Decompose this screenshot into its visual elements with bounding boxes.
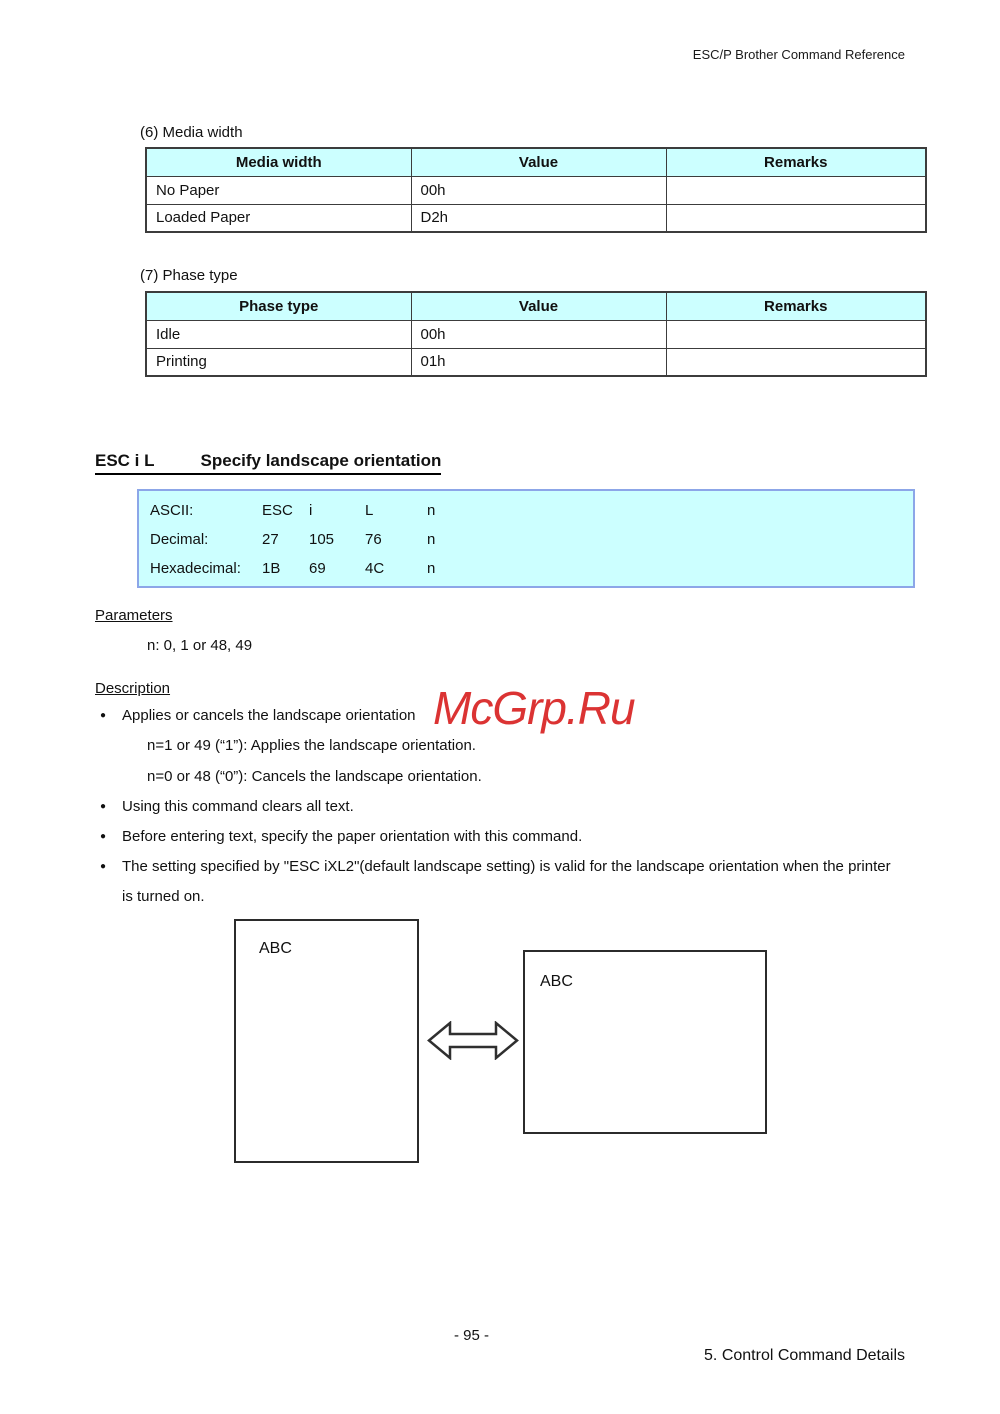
- chapter-reference: 5. Control Command Details: [704, 1347, 905, 1364]
- column-header: Remarks: [666, 148, 926, 176]
- portrait-abc-label: ABC: [259, 940, 292, 957]
- phase-type-caption: (7) Phase type: [140, 267, 238, 284]
- landscape-page-box: [523, 950, 767, 1134]
- table-cell: No Paper: [146, 176, 411, 204]
- command-name: ESC i L: [95, 451, 155, 470]
- media-width-table: [145, 147, 927, 233]
- table-cell: [666, 176, 926, 204]
- command-title: Specify landscape orientation: [200, 451, 442, 470]
- column-header: Phase type: [146, 292, 411, 320]
- code-row-decimal: [150, 525, 913, 554]
- bullet-icon: ●: [100, 710, 107, 721]
- parameters-heading: Parameters: [95, 607, 173, 624]
- description-heading: Description: [95, 680, 171, 697]
- description-text: Before entering text, specify the paper orientation with this command.: [122, 828, 583, 845]
- table-cell: [666, 348, 926, 376]
- watermark-text: McGrp.Ru: [433, 682, 635, 734]
- table-row: [146, 176, 926, 204]
- code-value: 76: [365, 531, 382, 548]
- code-row-ascii: [150, 496, 913, 525]
- table-row: [146, 320, 926, 348]
- code-row-label: Hexadecimal:: [150, 560, 241, 577]
- column-header: Remarks: [666, 292, 926, 320]
- description-bullet: [100, 852, 912, 912]
- document-header-title: ESC/P Brother Command Reference: [692, 47, 905, 62]
- double-arrow-icon: [427, 1021, 519, 1060]
- table-cell: Loaded Paper: [146, 204, 411, 232]
- code-row-label: ASCII:: [150, 502, 194, 519]
- table-row: [146, 348, 926, 376]
- table-cell: 01h: [411, 348, 666, 376]
- table-header-row: [146, 148, 926, 176]
- description-sub-line: n=0 or 48 (“0”): Cancels the landscape orientation.: [147, 767, 482, 785]
- phase-type-table: [145, 291, 927, 377]
- table-cell: [666, 320, 926, 348]
- table-header-row: [146, 292, 926, 320]
- description-sub-line: n=1 or 49 (“1”): Applies the landscape orientation.: [147, 737, 476, 754]
- table-row: [146, 204, 926, 232]
- command-heading: [95, 451, 441, 475]
- code-value: 69: [309, 560, 326, 577]
- description-bullet: [100, 792, 912, 822]
- table-cell: 00h: [411, 320, 666, 348]
- code-value: 27: [262, 531, 279, 548]
- column-header: Value: [411, 292, 666, 320]
- table-cell: 00h: [411, 176, 666, 204]
- code-value: n: [427, 502, 436, 519]
- code-value: ESC: [262, 502, 293, 519]
- code-row-hexadecimal: [150, 554, 913, 583]
- column-header: Value: [411, 148, 666, 176]
- media-width-caption: (6) Media width: [140, 124, 243, 141]
- code-value: 105: [309, 531, 335, 548]
- landscape-abc-label: ABC: [540, 973, 573, 990]
- bullet-icon: ●: [100, 831, 107, 842]
- description-bullet: [100, 822, 912, 852]
- table-cell: Printing: [146, 348, 411, 376]
- description-text: Applies or cancels the landscape orientation: [122, 707, 416, 724]
- description-text: The setting specified by "ESC iXL2"(default landscape setting) is valid for the landscape orientation when the printer is turned on.: [122, 858, 891, 905]
- code-value: n: [427, 560, 436, 577]
- table-cell: Idle: [146, 320, 411, 348]
- code-value: 4C: [365, 560, 385, 577]
- code-value: n: [427, 531, 436, 548]
- description-text: Using this command clears all text.: [122, 798, 354, 815]
- bullet-icon: ●: [100, 861, 107, 872]
- parameters-value: n: 0, 1 or 48, 49: [147, 637, 253, 654]
- code-value: 1B: [262, 560, 281, 577]
- code-row-label: Decimal:: [150, 531, 209, 548]
- command-code-box: [137, 489, 915, 588]
- code-value: L: [365, 502, 374, 519]
- table-cell: D2h: [411, 204, 666, 232]
- table-cell: [666, 204, 926, 232]
- column-header: Media width: [146, 148, 411, 176]
- page-number: - 95 -: [454, 1327, 490, 1344]
- code-value: i: [309, 502, 313, 519]
- portrait-page-box: [234, 919, 419, 1163]
- bullet-icon: ●: [100, 801, 107, 812]
